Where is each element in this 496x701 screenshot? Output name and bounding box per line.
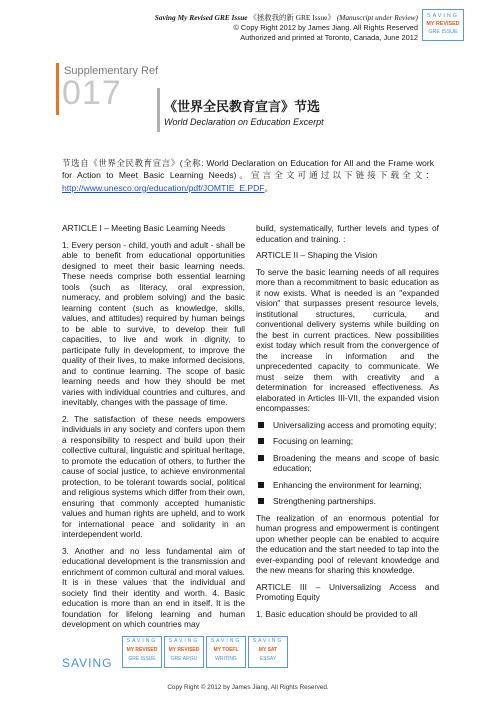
article-3-heading: ARTICLE III – Universalizing Access and Promoting Equity xyxy=(256,581,439,602)
article-1-para-3: 3. Another and no less fundamental aim of educational development is the transmission and enrichment of common cultural and moral values. It is in these values that the individual and society find their identity and worth. 4. Basic education is more than an end in itself. It is the foundation for lifelong learning and human development on which countries may xyxy=(62,545,245,629)
section-number: 017 xyxy=(62,74,122,112)
page-title-cn: 《世界全民教育宣言》节选 xyxy=(164,99,321,114)
header-logo xyxy=(422,9,464,41)
article-1-heading: ARTICLE I – Meeting Basic Learning Needs xyxy=(62,223,226,233)
logo-line-3: GRE ISSUE xyxy=(128,656,156,662)
logo-line-1: SAVING xyxy=(427,13,459,19)
logo-line-2: MY REVISED xyxy=(126,647,158,653)
article-2-heading: ARTICLE II – Shaping the Vision xyxy=(256,250,378,260)
page-title-en: World Declaration on Education Excerpt xyxy=(164,117,324,127)
intro-paragraph xyxy=(62,157,434,194)
logo-line-3: GRE ISSUE xyxy=(428,29,458,35)
logo-line-3: GRE ARGU xyxy=(170,656,198,662)
footer-copyright: Copy Right © 2012 by James Jiang, All Rights Reserved. xyxy=(167,684,329,691)
header-authorized: Authorized and printed at Toronto, Canada, June 2012 xyxy=(240,33,418,42)
footer-brand: SAVING xyxy=(62,656,113,670)
logo-line-3: WRITING xyxy=(215,656,237,662)
header-title-line xyxy=(155,13,418,23)
header-book-title: Saving My Revised GRE Issue xyxy=(154,13,248,22)
vision-bullet: Enhancing the environment for learning; xyxy=(256,480,439,491)
accent-bar xyxy=(56,63,59,115)
pdf-link[interactable]: http://www.unesco.org/education/pdf/JOMTIE_E.PDF xyxy=(62,182,265,193)
footer-logo-gre-argu xyxy=(164,636,204,668)
article-1-para-2: 2. The satisfaction of these needs empowers individuals in any society and confers upon them a responsibility to respect and build upon their collective cultural, linguistic and spiritual heritage, to promote the education of others, to further the cause of social justice, to achieve environmental protection, to be tolerant towards social, political and religious systems which differ from their own, ensuring that commonly accepted humanistic values and human rights are upheld, and to work for international peace and solidarity in an interdependent world. xyxy=(62,413,245,539)
article-2-para-2: The realization of an enormous potential for human progress and empowerment is contingent upon whether people can be enabled to acquire the education and the start needed to tap into the ever-expanding pool of relevant knowledge and the new means for sharing this knowledge. xyxy=(256,512,439,575)
header-manuscript-note: (Manuscript under Review) xyxy=(336,13,418,22)
vision-bullet: Broadening the means and scope of basic education; xyxy=(256,453,439,474)
left-column xyxy=(62,223,245,636)
header-copyright: © Copy Right 2012 by James Jiang. All Rights Reserved xyxy=(233,23,418,32)
logo-line-1: SAVING xyxy=(210,638,242,644)
footer-logo-toefl-writing xyxy=(206,636,246,668)
logo-line-2: MY TOEFL xyxy=(213,647,239,653)
title-divider-bar xyxy=(157,88,160,132)
logo-line-1: SAVING xyxy=(126,638,158,644)
logo-line-2: MY REVISED xyxy=(426,21,460,27)
logo-line-2: MY REVISED xyxy=(168,647,200,653)
logo-line-2: MY SAT xyxy=(258,647,278,653)
article-3-para-1: 1. Basic education should be provided to all xyxy=(256,608,418,619)
article-1-continuation: build, systematically, further levels and types of education and training. : xyxy=(256,223,439,244)
article-2-para-1: To serve the basic learning needs of all requires more than a recommitment to basic education as it now exists. What is needed is an "expanded vision" that surpasses present resource levels, institutional structures, curricula, and conventional delivery systems while building on the best in current practices. New possibilities exist today which result from the convergence of the increase in information and the unprecedented capacity to communicate. We must seize them with creativity and a determination for increased effectiveness. As elaborated in Articles III-VII, the expanded vision encompasses: xyxy=(256,266,439,413)
vision-bullet: Focusing on learning; xyxy=(256,436,439,447)
logo-line-3: ESSAY xyxy=(259,656,277,662)
right-column xyxy=(256,223,439,625)
intro-tail: 。 xyxy=(264,182,274,193)
logo-line-1: SAVING xyxy=(252,638,284,644)
vision-bullet: Strengthening partnerships. xyxy=(256,496,439,507)
section-label: Supplementary Ref xyxy=(64,65,159,77)
article-1-para-1: 1. Every person - child, youth and adult - shall be able to benefit from educational opportunities designed to meet their basic learning needs. These needs comprise both essential learning tools (such as literacy, oral expression, numeracy, and problem solving) and the basic learning content (such as knowledge, skills, values, and attitudes) required by human beings to be able to survive, to develop their full capacities, to live and work in dignity, to participate fully in development, to improve the quality of their lives, to make informed decisions, and to continue learning. The scope of basic learning needs and how they should be met varies with individual countries and cultures, and inevitably, changes with the passage of time. xyxy=(62,239,245,407)
vision-bullet: Universalizing access and promoting equity; xyxy=(256,420,439,431)
intro-text: 节选自《世界全民教育宣言》(全称: World Declaration on Education for All and the Frame work for Action to Meet Basic Learning Needs)。宣言全文可通过以下链接下载全文： xyxy=(62,158,434,181)
footer-logo-gre-issue xyxy=(122,636,162,668)
header-book-title-cn: 《拯救我的新 GRE Issue》 xyxy=(249,13,335,22)
footer-logo-sat-essay xyxy=(248,636,288,668)
logo-line-1: SAVING xyxy=(168,638,200,644)
